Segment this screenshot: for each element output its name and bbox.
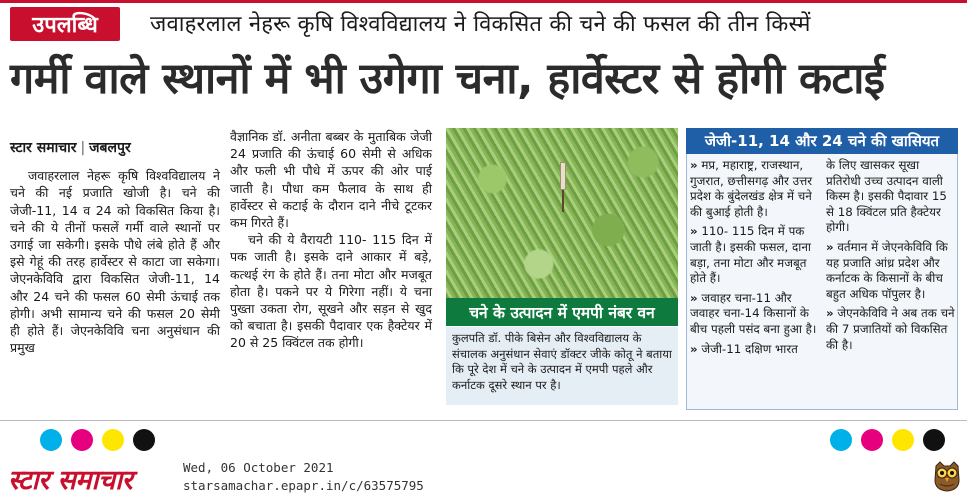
byline-city: जबलपुर [89,140,131,156]
sidebar-bullet [826,240,956,302]
photo-caption-title: चने के उत्पादन में एमपी नंबर वन [446,298,678,326]
bullet-text: जेएनकेविवि ने अब तक चने की 7 प्रजातियों को विकसित की है। [826,306,955,352]
article-column-1 [10,140,220,356]
photo-caption: कुलपति डॉ. पीके बिसेन और विश्वविद्यालय के संचालक अनुसंधान सेवाएं डॉक्टर जीके कोतू ने बताया कि पूरे देश में चने के उत्पादन में एमपी पहले और कर्नाटक दूसरे स्थान पर है। [446,327,678,405]
top-rule [0,0,967,3]
sidebar-bullet [690,224,820,286]
byline-separator: | [80,140,86,156]
article-column-2 [230,128,432,352]
sidebar-continuation: के लिए खासकर सूखा प्रतिरोधी उच्च उत्पादन वाली किस्म है। इसकी पैदावार 15 से 18 क्विंटल प्रति हैक्टेयर होगी। [826,158,947,235]
bullet-text: जेजी-11 दक्षिण भारत [701,341,798,356]
registration-marks-right [830,429,945,451]
bullet-text: वर्तमान में जेएनकेविवि कि यह प्रजाति आंध्र प्रदेश और कर्नाटक के किसानों के बीच बहुत अधिक पॉपुलर है। [826,239,948,301]
newspaper-logo: स्टार समाचार [8,465,133,496]
bullet-mark: » [690,341,698,356]
sidebar-title: जेजी-11, 14 और 24 चने की खासियत [686,128,958,154]
kicker-badge: उपलब्धि [10,7,120,41]
cyan-registration-dot [830,429,852,451]
bullet-mark: » [690,224,698,239]
bullet-text: मप्र, महाराष्ट्र, राजस्थान, गुजरात, छत्तीसगढ़ और उत्तर प्रदेश के बुंदेलखंड क्षेत्र में चने की बुआई होती है। [690,158,813,219]
black-registration-dot [133,429,155,451]
article-paragraph: जवाहरलाल नेहरू कृषि विश्वविद्यालय ने चने की नई प्रजाति खोजी है। चने की जेजी-11, 14 व 24 को विकसित किया है। चने की ये तीनों फसलें गर्मी वाले स्थानों पर उगाई जा सकेगी। इसके पौधे लंबे होते हैं और इसे गेहूं की तरह हार्वेस्टर से काटा जा सकेगा। जेएनकेविवि द्वारा विकसित जेजी-11, 14 और 24 चने की फसल 60 सेमी ऊंचाई तक होगी। अभी सामान्य चने की फसल 20 सेमी ही होते हैं। जेएनकेविवि चना अनुसंधान की प्रमुख [10,168,220,356]
bullet-mark: » [826,239,834,254]
bullet-text: 110- 115 दिन में पक जाती है। इसकी फसल, दाना बड़ा, तना मोटा और मजबूत होते हैं। [690,224,811,286]
cyan-registration-dot [40,429,62,451]
bullet-text: जवाहर चना-11 और जवाहर चना-14 किसानों के बीच पहली पसंद बना हुआ है। [690,290,817,336]
kicker-text: जवाहरलाल नेहरू कृषि विश्वविद्यालय ने विकसित की चने की फसल की तीन किस्में [150,12,811,37]
yellow-registration-dot [892,429,914,451]
article-paragraph: वैज्ञानिक डॉ. अनीता बब्बर के मुताबिक जेजी 24 प्रजाति की ऊंचाई 60 सेमी से अधिक और फली भी पौधे में ऊपर की ओर पाई जाती है। पौधा कम फैलाव के साथ ही हार्वेस्टर से कटाई के दौरान दाने नीचे टूटकर कम गिरते हैं। [230,129,432,231]
sidebar-bullet [690,342,820,358]
article-paragraph: चने की ये वैरायटी 110- 115 दिन में पक जाती है। इसके दाने आकार में बड़े, कत्थई रंग के होते हैं। तना मोटा और मजबूत होता है। पकने पर ये गिरेगा नहीं। ये चना पुख्ता उकता रोग, सूखने और सड़न से खुद को बचाता है। इसकी पैदावार एक हैक्टेयर में 20 से 25 क्विंटल तक होगी। [230,232,432,351]
footer-divider [0,420,967,421]
registration-marks-left [40,429,155,451]
headline: गर्मी वाले स्थानों में भी उगेगा चना, हार्वेस्टर से होगी कटाई [10,54,885,104]
sidebar-bullet [690,291,820,338]
field-marker-pole [562,190,564,212]
epaper-link[interactable]: starsamachar.epapr.in/c/63575795 [183,478,424,493]
bullet-mark: » [690,158,698,172]
bullet-mark: » [826,306,834,321]
sidebar-bullet [826,306,956,353]
magenta-registration-dot [71,429,93,451]
field-marker-stake [560,162,566,190]
byline [10,140,220,157]
sidebar-bullet [690,158,820,220]
sidebar-column-2 [826,158,956,357]
byline-source: स्टार समाचार [10,140,77,156]
magenta-registration-dot [861,429,883,451]
chickpea-crop-photo [446,128,678,298]
bullet-mark: » [690,290,698,305]
sidebar-column-1 [690,158,820,361]
edition-date: Wed, 06 October 2021 [183,460,334,475]
black-registration-dot [923,429,945,451]
yellow-registration-dot [102,429,124,451]
owl-mascot-icon [932,460,962,492]
